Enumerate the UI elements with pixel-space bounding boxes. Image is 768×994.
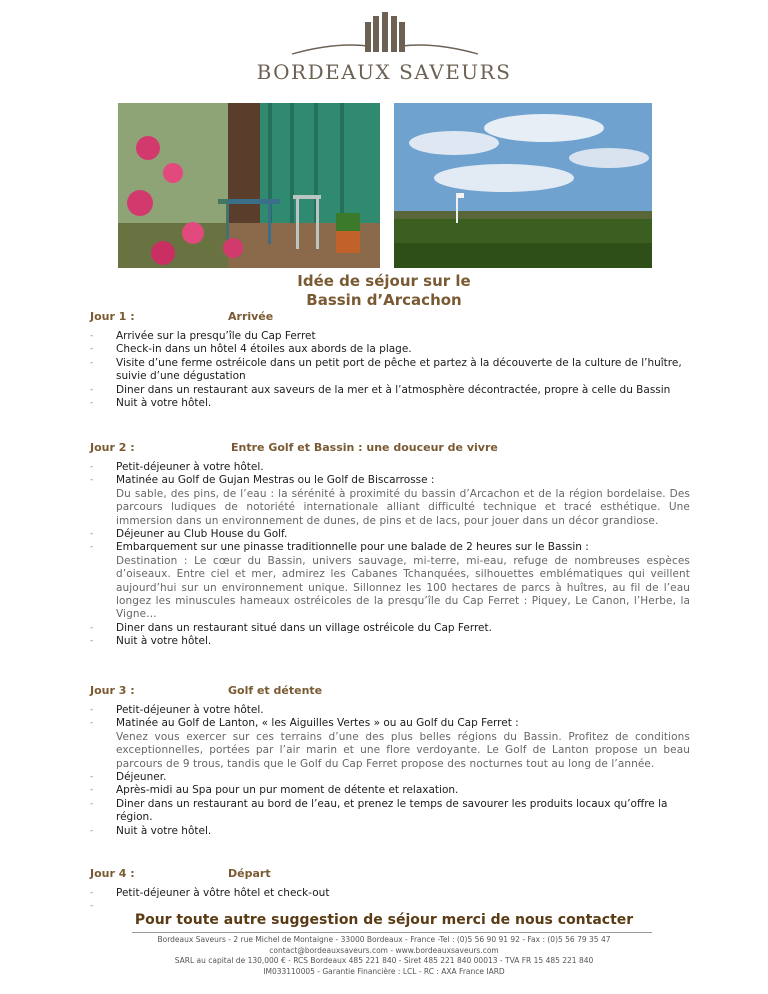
list-item: - Après-midi au Spa pour un pur moment de détente et relaxation. [90,784,690,797]
list-item [90,474,690,528]
list-item: - Déjeuner. [90,771,690,784]
day-3-activities [90,704,690,838]
page-title-line2: Bassin d’Arcachon [306,291,462,309]
list-item: - Nuit à votre hôtel. [90,825,690,838]
footer-legal: SARL au capital de 130,000 € - RCS Bordeaux 485 221 840 - Siret 485 221 840 00013 - TVA FR 15 485 221 840 [174,956,594,965]
footer-insurance: IM033110005 - Garantie Financière : LCL - RC : AXA France IARD [263,966,505,976]
golf-course-photo [394,103,652,268]
day-2-activities [90,461,690,649]
golf-course-illustration [394,103,652,268]
contact-call-to-action: Pour toute autre suggestion de séjour merci de nous contacter [134,912,634,928]
list-item: - Arrivée sur la presqu’île du Cap Ferret [90,330,690,343]
day-1-header [90,310,690,326]
day-3-label: Jour 3 : [90,684,135,697]
list-item: - Petit-déjeuner à vôtre hôtel et check-out [90,887,690,900]
list-item: - Diner dans un restaurant aux saveurs de la mer et à l’atmosphère décontractée, propre à celle du Bassin [90,384,690,397]
list-item-description: Venez vous exercer sur ces terrains d’une des plus belles régions du Bassin. Profitez de conditions exceptionnelles, portées par l’air marin et une flore verdoyante. Le Golf de Lanton propose un beau parcours de 9 trous, tandis que le Golf du Cap Ferret propose des nocturnes tout au long de l’année. [116,730,690,770]
footer-contact: contact@bordeauxsaveurs.com - www.bordeauxsaveurs.com [269,945,499,955]
list-item-title: Embarquement sur une pinasse traditionnelle pour une balade de 2 heures sur le Bassin : [116,541,589,554]
day-2-topic: Entre Golf et Bassin : une douceur de vivre [231,441,498,454]
list-item: - Visite d’une ferme ostréicole dans un petit port de pêche et partez à la découverte de la culture de l’huître, suivie d’une dégustation [90,357,690,384]
day-3-header [90,684,690,700]
list-item: - Check-in dans un hôtel 4 étoiles aux abords de la plage. [90,343,690,356]
list-item-title: Matinée au Golf de Gujan Mestras ou le Golf de Biscarrosse : [116,474,435,487]
brand-name: BORDEAUX SAVEURS [256,60,512,84]
day-1-label: Jour 1 : [90,310,135,323]
list-item-title: Matinée au Golf de Lanton, « les Aiguilles Vertes » ou au Golf du Cap Ferret : [116,717,519,730]
day-4-label: Jour 4 : [90,867,135,880]
day-1-topic: Arrivée [228,310,274,323]
day-3-section [90,684,690,838]
day-4-header [90,867,690,883]
list-item: - Déjeuner au Club House du Golf. [90,528,690,541]
garden-shed-photo [118,103,380,268]
bordeaux-saveurs-logo-icon [290,12,480,60]
day-3-topic: Golf et détente [228,684,323,697]
list-item: - Nuit à votre hôtel. [90,635,690,648]
list-item: - Diner dans un restaurant au bord de l’eau, et prenez le temps de savourer les produits locaux qu’offre la région. [90,798,690,825]
list-item: - Petit-déjeuner à votre hôtel. [90,461,690,474]
list-item [90,717,690,771]
day-1-section [90,310,690,410]
footer-divider [132,932,652,933]
company-footer [0,935,768,977]
list-item-description: Du sable, des pins, de l’eau : la sérénité à proximité du bassin d’Arcachon et de la région bordelaise. Des parcours ludiques de notoriété internationale alliant difficulté technique et tracé esthétique. Une immersion dans un environnement de dunes, de pins et de lacs, pour jouer dans un décor grandiose. [116,487,690,527]
list-item: - Diner dans un restaurant situé dans un village ostréicole du Cap Ferret. [90,622,690,635]
day-2-header [90,441,690,457]
brand-header [0,0,768,100]
garden-shed-illustration [118,103,380,268]
day-2-label: Jour 2 : [90,441,135,454]
list-item [90,541,690,621]
list-item: - Nuit à votre hôtel. [90,397,690,410]
day-2-section [90,441,690,649]
footer-address: Bordeaux Saveurs - 2 rue Michel de Montaigne - 33000 Bordeaux - France -Tel : (0)5 56 90 91 92 - Fax : (0)5 56 79 35 47 [157,935,611,944]
list-item: - Petit-déjeuner à votre hôtel. [90,704,690,717]
day-1-activities [90,330,690,410]
day-4-section [90,867,690,913]
page-title [0,272,768,310]
list-item-description: Destination : Le cœur du Bassin, univers sauvage, mi-terre, mi-eau, refuge de nombreuses espèces d’oiseaux. Entre ciel et mer, admirez les Cabanes Tchanquées, silhouettes emblématiques qui veillent aujourd’hui sur un environnement unique. Sillonnez les 100 hectares de parcs à huîtres, au fil de l’eau longez les minuscules hameaux ostréicoles de la presqu’île du Cap Ferret : Piquey, Le Canon, l’Herbe, la Vigne… [116,554,690,621]
page-title-line1: Idée de séjour sur le [297,272,471,290]
day-4-topic: Départ [228,867,271,880]
day-4-activities [90,887,690,913]
